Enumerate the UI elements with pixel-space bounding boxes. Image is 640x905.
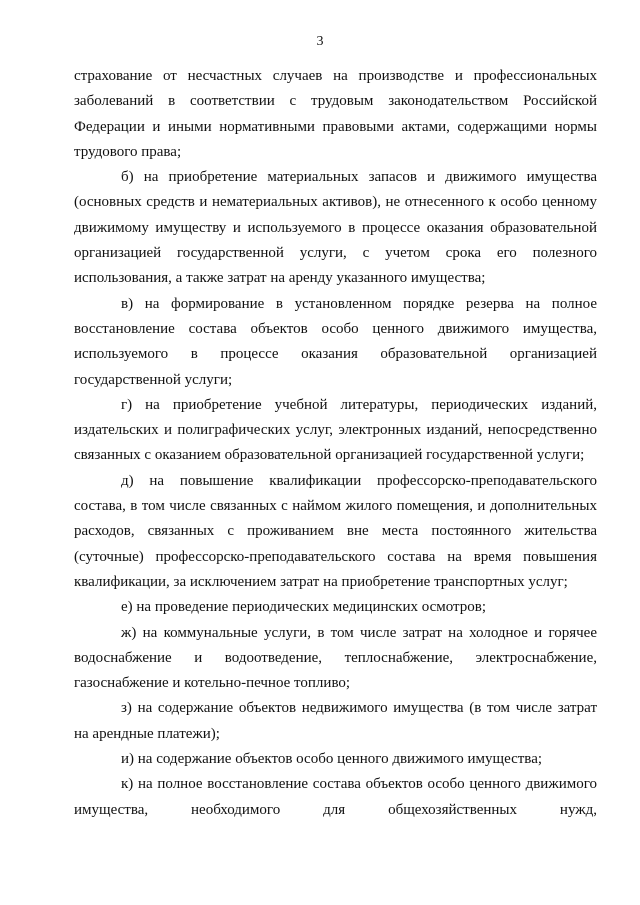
paragraph-d: д) на повышение квалификации профессорско-преподавательского состава, в том числе связанных с наймом жилого помещения, и дополнительных расходов, связанных с проживанием вне места постоянного жительства (суточные) профессорско-преподавательского состава на время повышения квалификации, за исключением затрат на приобретение транспортных услуг;	[74, 472, 597, 590]
paragraph-z: з) на содержание объектов недвижимого имущества (в том числе затрат на арендные платежи);	[74, 700, 597, 742]
page-number: 3	[316, 34, 324, 49]
paragraph-continuation: страхование от несчастных случаев на производстве и профессиональных заболеваний в соответствии с трудовым законодательством Российской Федерации и иными нормативными правовыми актами, содержащими нормы трудового права;	[74, 68, 597, 160]
paragraph-b: б) на приобретение материальных запасов и движимого имущества (основных средств и нематериальных активов), не отнесенного к особо ценному движимому имуществу и используемого в процессе оказания образовательной организацией государственной услуги, с учетом срока его полезного использования, а также затрат на аренду указанного имущества;	[74, 169, 597, 287]
paragraph-e: е) на проведение периодических медицинских осмотров;	[121, 599, 487, 616]
paragraph-g: г) на приобретение учебной литературы, периодических изданий, издательских и полиграфических услуг, электронных изданий, непосредственно связанных с оказанием образовательной организацией государственной услуги;	[74, 396, 597, 464]
paragraph-k: к) на полное восстановление состава объектов особо ценного движимого имущества, необходимого для общехозяйственных нужд,	[74, 776, 597, 818]
document-body	[74, 64, 597, 823]
paragraph-zh: ж) на коммунальные услуги, в том числе затрат на холодное и горячее водоснабжение и водоотведение, теплоснабжение, электроснабжение, газоснабжение и котельно-печное топливо;	[74, 624, 597, 692]
paragraph-i: и) на содержание объектов особо ценного движимого имущества;	[121, 751, 543, 768]
paragraph-v: в) на формирование в установленном порядке резерва на полное восстановление состава объектов особо ценного движимого имущества, используемого в процессе оказания образовательной организацией государственной услуги;	[74, 295, 597, 388]
